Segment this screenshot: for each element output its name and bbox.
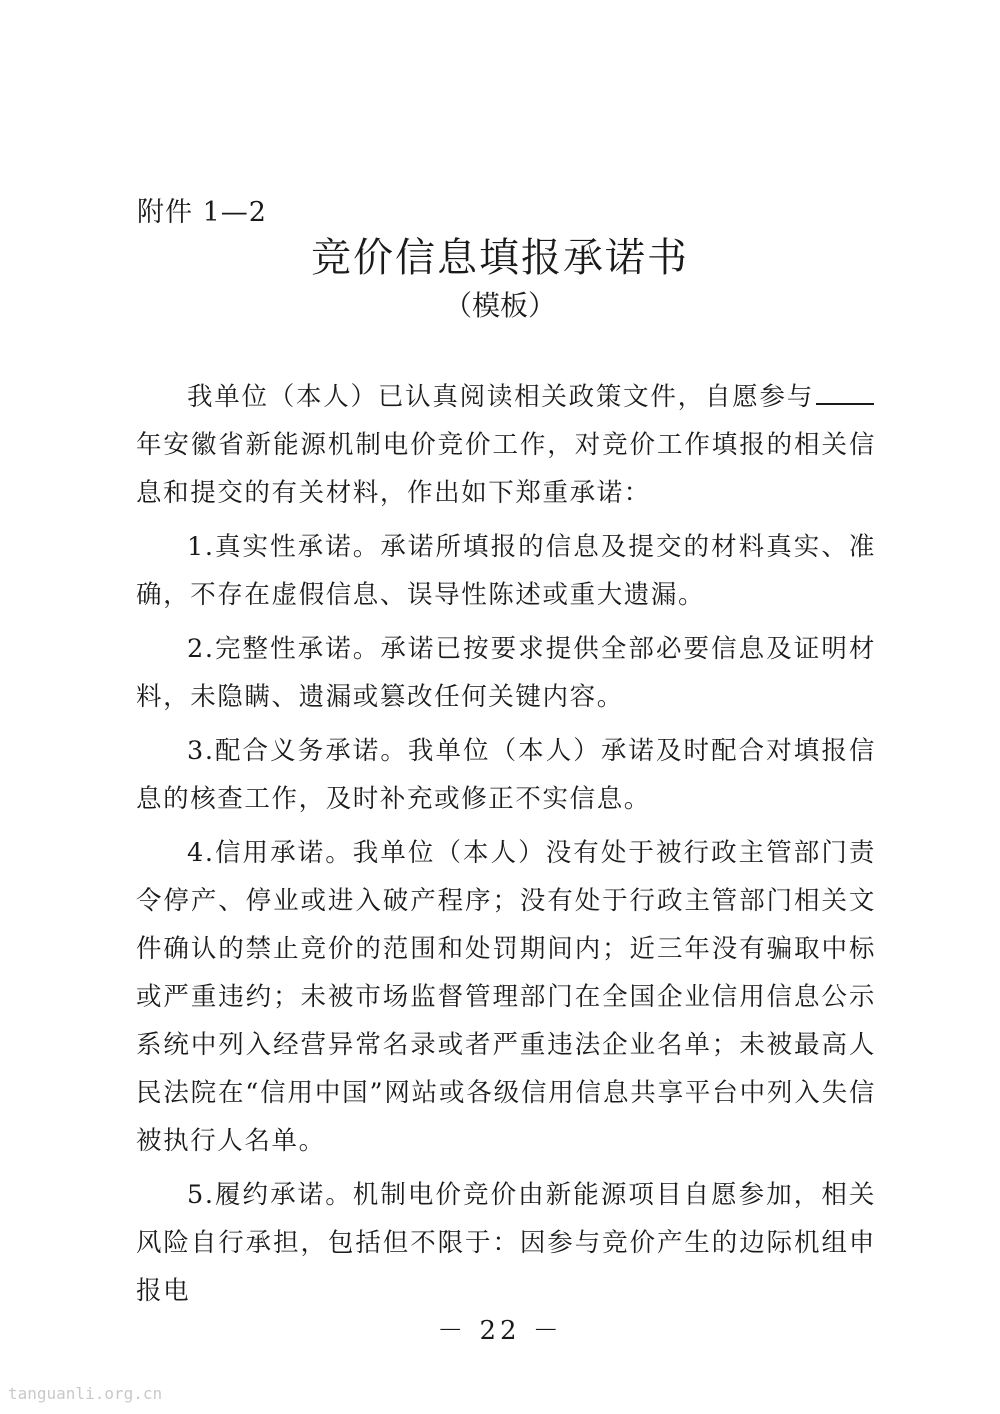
intro-text-after-blank: 年安徽省新能源机制电价竞价工作，对竞价工作填报的相关信息和提交的有关材料，作出如下郑重承诺： <box>136 430 876 508</box>
intro-text-before-blank: 我单位（本人）已认真阅读相关政策文件，自愿参与 <box>187 382 814 412</box>
site-watermark: tanguanli.org.cn <box>8 1384 163 1403</box>
intro-paragraph <box>136 373 876 517</box>
clause-truthfulness: 1.真实性承诺。承诺所填报的信息及提交的材料真实、准确，不存在虚假信息、误导性陈述或重大遗漏。 <box>136 532 876 610</box>
annex-label: 附件 1—2 <box>137 197 267 228</box>
clause-performance: 5.履约承诺。机制电价竞价由新能源项目自愿参加，相关风险自行承担，包括但不限于：因参与竞价产生的边际机组申报电 <box>136 1180 876 1306</box>
year-blank-field <box>816 379 874 405</box>
document-body <box>136 373 876 1321</box>
clause-cooperation: 3.配合义务承诺。我单位（本人）承诺及时配合对填报信息的核查工作，及时补充或修正不实信息。 <box>136 736 876 814</box>
clause-completeness: 2.完整性承诺。承诺已按要求提供全部必要信息及证明材料，未隐瞒、遗漏或篡改任何关键内容。 <box>136 634 876 712</box>
clause-credit: 4.信用承诺。我单位（本人）没有处于被行政主管部门责令停产、停业或进入破产程序；没有处于行政主管部门相关文件确认的禁止竞价的范围和处罚期间内；近三年没有骗取中标或严重违约；未被市场监督管理部门在全国企业信用信息公示系统中列入经营异常名录或者严重违法企业名单；未被最高人民法院在“信用中国”网站或各级信用信息共享平台中列入失信被执行人名单。 <box>136 838 876 1156</box>
page-number: － 22 － <box>437 1316 563 1346</box>
document-subtitle: （模板） <box>443 289 556 322</box>
document-title: 竞价信息填报承诺书 <box>311 235 689 281</box>
